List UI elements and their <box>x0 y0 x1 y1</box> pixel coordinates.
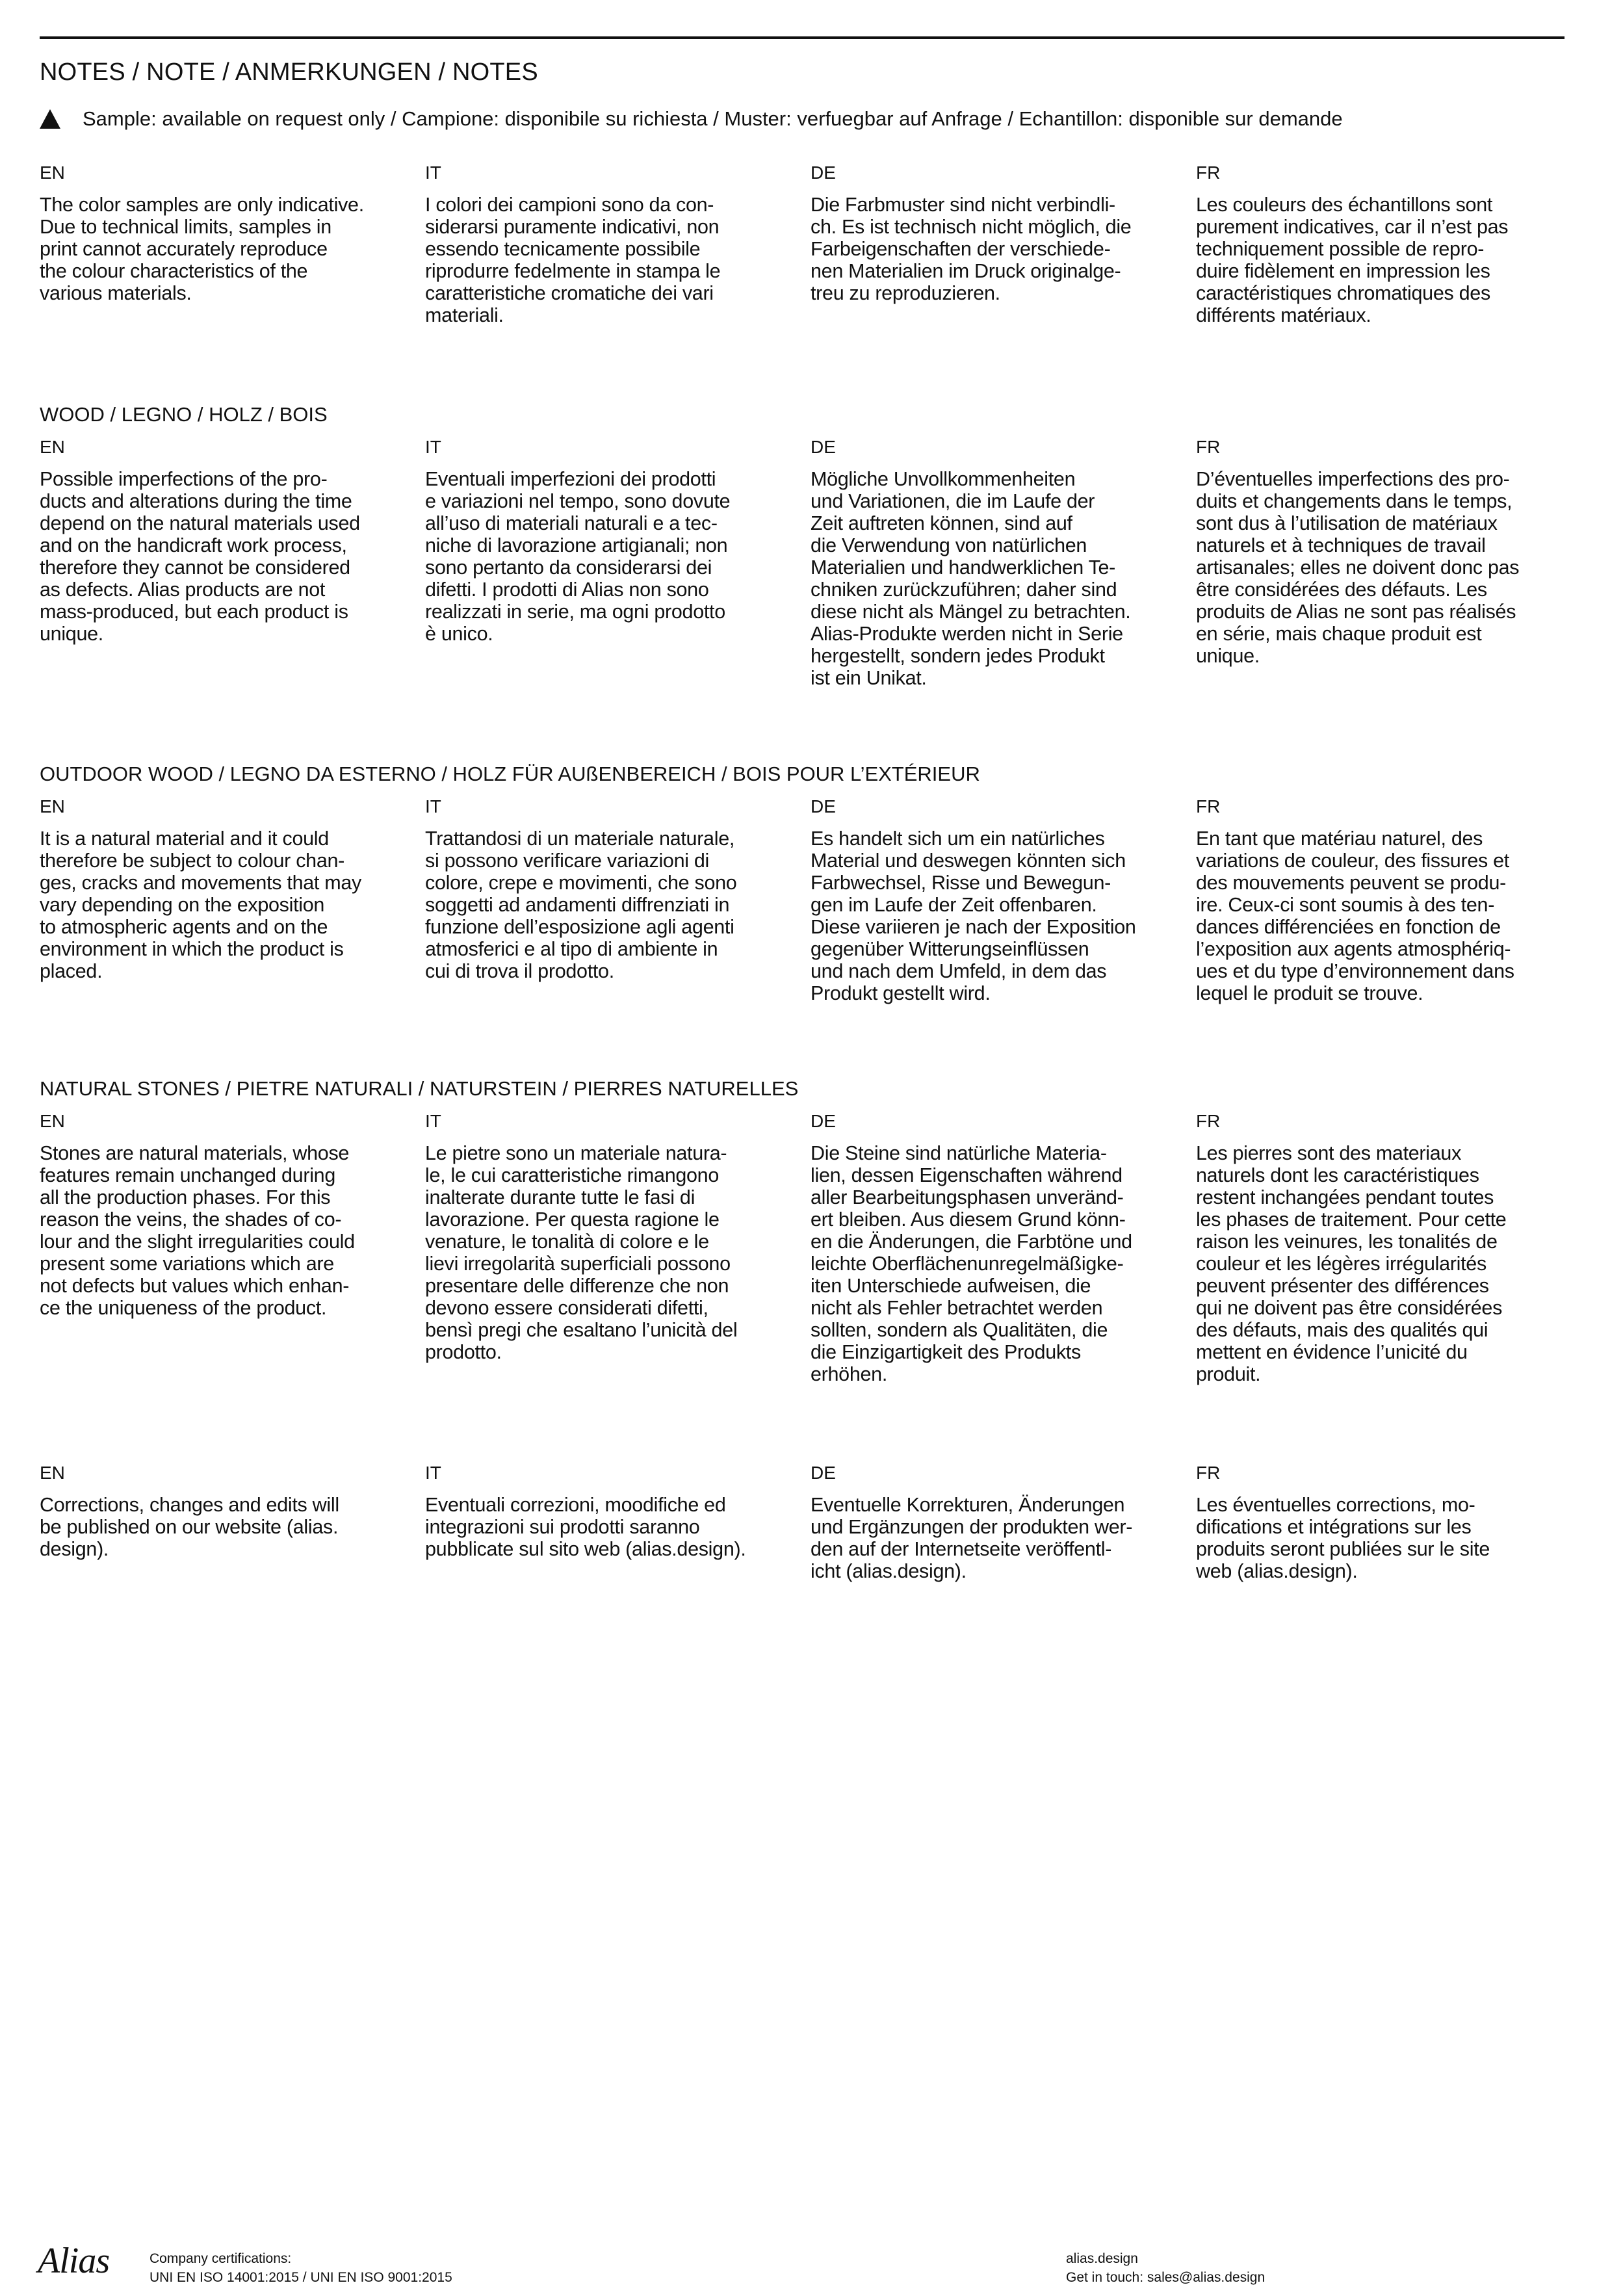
column-de <box>811 437 1196 689</box>
page-title: NOTES / NOTE / ANMERKUNGEN / NOTES <box>40 59 538 86</box>
certifications <box>149 2249 452 2287</box>
column-fr <box>1196 1111 1581 1385</box>
column-en <box>40 1463 425 1582</box>
column-en <box>40 163 425 326</box>
note-text: Les éventuelles corrections, mo- difications et intégrations sur les produits seront publiées sur le site web (alias.design). <box>1196 1494 1490 1582</box>
note-text: Die Farbmuster sind nicht verbindli- ch. Es ist technisch nicht möglich, die Farbeigenschaften der verschiede- nen Materialien im Druck originalge- treu zu reproduzieren. <box>811 194 1132 304</box>
lang-label: FR <box>1196 796 1221 816</box>
section-title: WOOD / LEGNO / HOLZ / BOIS <box>40 403 328 426</box>
column-fr <box>1196 1463 1581 1582</box>
note-text: Corrections, changes and edits will be published on our website (alias. design). <box>40 1494 339 1560</box>
column-fr <box>1196 437 1581 689</box>
lang-label: IT <box>425 1463 441 1483</box>
lang-label: FR <box>1196 1463 1221 1483</box>
lang-label: IT <box>425 1111 441 1131</box>
column-it <box>425 1463 811 1582</box>
section-wood <box>40 403 1565 689</box>
column-en <box>40 437 425 689</box>
column-de <box>811 796 1196 1004</box>
column-de <box>811 1111 1196 1385</box>
lang-label: IT <box>425 796 441 816</box>
note-text: Die Steine sind natürliche Materia- lien, dessen Eigenschaften während aller Bearbeitungsphasen unveränd- ert bleiben. Aus diesem Grund könn- en die Änderungen, die Farbtöne und leichte Oberflächenunregelmäßigke- iten Unterschiede aufweisen, die nicht als Fehler betrachtet werden sollten, sondern als Qualitäten, die die Einzigartigkeit des Produkts erhöhen. <box>811 1142 1132 1385</box>
section-title: NATURAL STONES / PIETRE NATURALI / NATURSTEIN / PIERRES NATURELLES <box>40 1077 799 1100</box>
lang-label: FR <box>1196 163 1221 183</box>
note-text: D’éventuelles imperfections des pro- duits et changements dans le temps, sont dus à l’utilisation de matériaux naturels et à techniques de travail artisanales; elles ne doivent donc pas être considérées des défauts. Les produits de Alias ne sont pas réalisés en série, mais chaque produit est unique. <box>1196 468 1520 667</box>
contact-info <box>1066 2249 1265 2287</box>
column-de <box>811 163 1196 326</box>
lang-label: DE <box>811 796 836 816</box>
lang-label: IT <box>425 163 441 183</box>
column-en <box>40 796 425 1004</box>
note-text: Eventuelle Korrekturen, Änderungen und Ergänzungen der produkten wer- den auf der Internetseite veröffentl- icht (alias.design). <box>811 1494 1133 1582</box>
lang-label: DE <box>811 1111 836 1131</box>
lang-label: DE <box>811 1463 836 1483</box>
top-rule <box>40 36 1565 39</box>
lang-label: DE <box>811 163 836 183</box>
section-colors <box>40 163 1565 326</box>
lang-label: EN <box>40 796 65 816</box>
cert-value: UNI EN ISO 14001:2015 / UNI EN ISO 9001:2015 <box>149 2270 452 2285</box>
note-text: I colori dei campioni sono da con- siderarsi puramente indicativi, non essendo tecnicamente possibile riprodurre fedelmente in stampa le caratteristiche cromatiche dei vari materiali. <box>425 194 721 326</box>
contact-email[interactable]: Get in touch: sales@alias.design <box>1066 2270 1266 2285</box>
note-text: Es handelt sich um ein natürliches Material und deswegen könnten sich Farbwechsel, Risse und Bewegun- gen im Laufe der Zeit offenbaren. Diese variieren je nach der Exposition gegenüber Witterungseinflüssen und nach dem Umfeld, in dem das Produkt gestellt wird. <box>811 828 1136 1004</box>
note-text: Le pietre sono un materiale natura- le, le cui caratteristiche rimangono inalterate durante tutte le fasi di lavorazione. Per questa ragione le venature, le tonalità di colore e le lievi irregolarità superficiali possono presentare delle differenze che non devono essere considerati difetti, bensì pregi che esaltano l’unicità del prodotto. <box>425 1142 738 1363</box>
column-it <box>425 1111 811 1385</box>
sample-note-text: Sample: available on request only / Campione: disponibile su richiesta / Muster: verfuegbar auf Anfrage / Echantillon: disponible sur demande <box>83 107 1343 130</box>
section-corrections <box>40 1463 1565 1582</box>
note-text: Eventuali imperfezioni dei prodotti e variazioni nel tempo, sono dovute all’uso di materiali naturali e a tec- niche di lavorazione artigianali; non sono pertanto da considerarsi dei difetti. I prodotti di Alias non sono realizzati in serie, ma ogni prodotto è unico. <box>425 468 731 645</box>
note-text: Possible imperfections of the pro- ducts and alterations during the time depend on the natural materials used and on the handicraft work process, therefore they cannot be considered as defects. Alias products are not mass-produced, but each product is unique. <box>40 468 360 645</box>
sample-note <box>40 107 1343 131</box>
section-title: OUTDOOR WOOD / LEGNO DA ESTERNO / HOLZ FÜR AUßENBEREICH / BOIS POUR L’EXTÉRIEUR <box>40 763 980 785</box>
cert-label: Company certifications: <box>149 2251 292 2266</box>
column-fr <box>1196 163 1581 326</box>
lang-label: IT <box>425 437 441 457</box>
note-text: Eventuali correzioni, moodifiche ed integrazioni sui prodotti saranno pubblicate sul sito web (alias.design). <box>425 1494 746 1560</box>
column-it <box>425 163 811 326</box>
note-text: It is a natural material and it could therefore be subject to colour chan- ges, cracks and movements that may vary depending on the exposition to atmospheric agents and on the environment in which the product is placed. <box>40 828 361 982</box>
column-it <box>425 796 811 1004</box>
note-text: Trattandosi di un materiale naturale, si possono verificare variazioni di colore, crepe e movimenti, che sono soggetti ad andamenti diffrenziati in funzione dell’esposizione agli agenti atmosferici e al tipo di ambiente in cui di trova il prodotto. <box>425 828 737 982</box>
note-text: Les pierres sont des materiaux naturels dont les caractéristiques restent inchangées pendant toutes les phases de traitement. Pour cette raison les veinures, les tonalités de couleur et les légères irrégularités peuvent présenter des différences qui ne doivent pas être considérées des défauts, mais des qualités qui mettent en évidence l’unicité du produit. <box>1196 1142 1507 1385</box>
lang-label: EN <box>40 1111 65 1131</box>
note-text: Mögliche Unvollkommenheiten und Variationen, die im Laufe der Zeit auftreten können, sind auf die Verwendung von natürlichen Materialien und handwerklichen Te- chniken zurückzuführen; daher sind diese nicht als Mängel zu betrachten. Alias-Produkte werden nicht in Serie hergestellt, sondern jedes Produkt ist ein Unikat. <box>811 468 1131 689</box>
section-natural-stones <box>40 1077 1565 1385</box>
note-text: En tant que matériau naturel, des variations de couleur, des fissures et des mouvements peuvent se produ- ire. Ceux-ci sont soumis à des ten- dances différenciées en fonction de l’exposition aux agents atmosphériq- ues et du type d’environnement dans lequel le produit se trouve. <box>1196 828 1514 1004</box>
note-text: Les couleurs des échantillons sont purement indicatives, car il n’est pas techniquement possible de repro- duire fidèlement en impression les caractéristiques chromatiques des différents matériaux. <box>1196 194 1509 326</box>
lang-label: EN <box>40 1463 65 1483</box>
triangle-icon <box>40 109 60 129</box>
column-it <box>425 437 811 689</box>
lang-label: FR <box>1196 437 1221 457</box>
note-text: Stones are natural materials, whose features remain unchanged during all the production phases. For this reason the veins, the shades of co- lour and the slight irregularities could present some variations which are not defects but values which enhan- ce the uniqueness of the product. <box>40 1142 355 1319</box>
column-de <box>811 1463 1196 1582</box>
lang-label: DE <box>811 437 836 457</box>
lang-label: EN <box>40 163 65 183</box>
column-fr <box>1196 796 1581 1004</box>
note-text: The color samples are only indicative. Due to technical limits, samples in print cannot accurately reproduce the colour characteristics of the various materials. <box>40 194 364 304</box>
website-link[interactable]: alias.design <box>1066 2251 1138 2266</box>
lang-label: FR <box>1196 1111 1221 1131</box>
alias-logo: Alias <box>38 2241 110 2281</box>
section-outdoor-wood <box>40 763 1565 1004</box>
lang-label: EN <box>40 437 65 457</box>
column-en <box>40 1111 425 1385</box>
